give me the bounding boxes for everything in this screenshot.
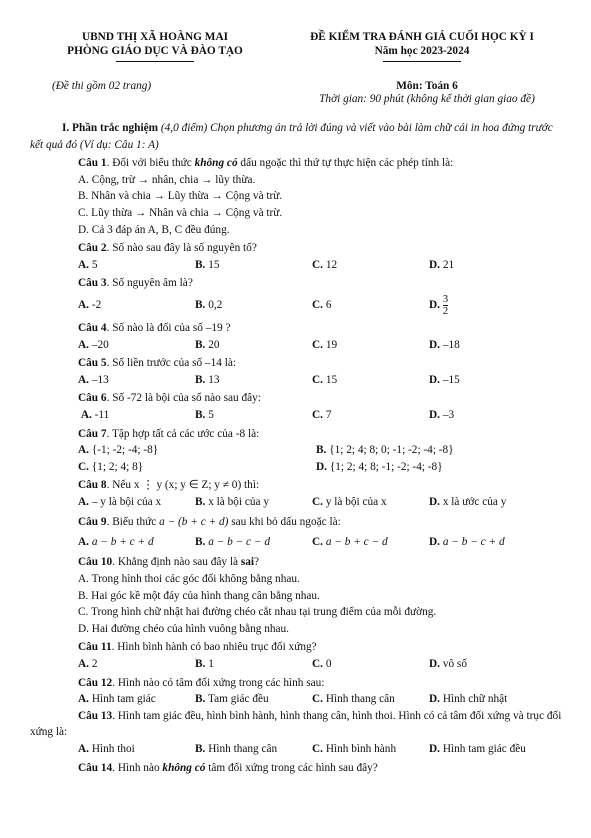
- option-letter: B.: [195, 495, 206, 508]
- option-text: 5: [208, 408, 214, 421]
- option-text: 19: [325, 338, 338, 351]
- option-letter: A.: [78, 658, 89, 671]
- option-letter: A.: [78, 373, 89, 386]
- option-text: -2: [91, 298, 102, 311]
- q5-option-b: [195, 372, 312, 389]
- school-year: Năm học 2023-2024: [374, 45, 470, 57]
- q12-option-d: [429, 691, 546, 708]
- option-letter: D.: [429, 743, 440, 755]
- question-text: tâm đối xứng trong các hình sau đây?: [205, 761, 378, 774]
- option-text: – y là bội của x: [91, 495, 162, 508]
- q11-option-b: [195, 656, 312, 673]
- q7-option-c: [78, 459, 316, 476]
- question-label: Câu 12: [78, 676, 113, 689]
- option-text: 1: [208, 658, 214, 671]
- option-letter: C.: [312, 495, 323, 508]
- q13-option-d: [429, 741, 546, 758]
- option-letter: B.: [195, 408, 206, 421]
- question-text: sau khi bỏ dấu ngoặc là:: [228, 516, 341, 529]
- exam-body: [30, 120, 562, 776]
- q6-option-c: [312, 407, 429, 424]
- option-letter: A.: [78, 536, 89, 549]
- option-text: 5: [91, 258, 98, 271]
- option-letter: B.: [195, 693, 206, 706]
- exam-title: ĐỀ KIỂM TRA ĐÁNH GIÁ CUỐI HỌC KỲ I: [310, 31, 534, 43]
- option-letter: D.: [429, 658, 440, 671]
- q3-option-d: [429, 292, 546, 318]
- question-1: [78, 155, 562, 172]
- option-text: Hình chữ nhật: [442, 693, 508, 706]
- question-text: . Hình nào: [112, 761, 163, 774]
- option-text: x là ước của y: [442, 495, 507, 508]
- option-text: Hình thang cân: [208, 743, 278, 755]
- q7-options-cd: [78, 459, 562, 476]
- option-letter: C.: [312, 298, 323, 311]
- question-label: Câu 11: [78, 641, 112, 654]
- option-letter: A.: [78, 258, 89, 271]
- option-letter: C.: [312, 258, 323, 271]
- q4-option-c: [312, 337, 429, 354]
- section-points: (4,0 điểm): [160, 122, 208, 134]
- question-label: Câu 9: [78, 516, 107, 529]
- q6-option-b: [195, 407, 312, 424]
- q10-option-d: D. Hai đường chéo của hình vuông bằng nhau.: [78, 622, 290, 635]
- option-text: Hình tam giác đều: [442, 743, 526, 755]
- q13-option-c: [312, 741, 429, 758]
- q13-options: [78, 741, 562, 758]
- question-text: . Số nào là đối của số –19 ?: [106, 321, 231, 334]
- question-text: . Số nguyên âm là?: [106, 277, 193, 290]
- q11-option-a: [78, 656, 195, 673]
- section-title: I. Phần trắc nghiệm: [62, 122, 159, 134]
- option-text: -11: [94, 408, 110, 421]
- option-text: –20: [91, 338, 109, 351]
- option-text: vô số: [442, 658, 467, 671]
- option-text: x là bội của y: [208, 495, 270, 508]
- q4-options: [78, 337, 562, 354]
- question-label: Câu 3: [78, 277, 107, 290]
- q5-options: [78, 372, 562, 389]
- option-letter: A.: [78, 693, 89, 706]
- q3-option-c: [312, 292, 429, 318]
- question-7: [78, 426, 562, 443]
- option-letter: C.: [312, 743, 323, 755]
- option-letter: C.: [312, 338, 323, 351]
- q1-option-b: B. Nhân và chia → Lũy thừa → Cộng và trừ.: [78, 190, 283, 203]
- fraction-denominator: 2: [442, 305, 449, 317]
- question-4: [78, 320, 562, 337]
- option-text: –18: [442, 338, 460, 351]
- q8-option-c: [312, 494, 429, 511]
- option-letter: B.: [195, 743, 206, 755]
- q5-option-a: [78, 372, 195, 389]
- subject-name: Môn: Toán 6: [396, 80, 458, 92]
- q2-option-b: [195, 257, 312, 274]
- option-text: –15: [442, 373, 460, 386]
- q9-options: [78, 532, 562, 552]
- question-label: Câu 6: [78, 392, 107, 405]
- page-count-note: (Đề thi gồm 02 trang): [52, 80, 152, 92]
- q7-option-b: [316, 442, 554, 459]
- option-letter: C.: [312, 408, 323, 421]
- question-3: [78, 275, 562, 292]
- q12-options: [78, 691, 562, 708]
- option-letter: A.: [78, 298, 89, 311]
- q4-option-d: [429, 337, 546, 354]
- q9-option-b: [195, 532, 312, 552]
- option-text: 21: [442, 258, 455, 271]
- q13-option-b: [195, 741, 312, 758]
- question-emphasis: sai: [240, 556, 255, 569]
- question-2: [78, 240, 562, 257]
- q2-option-a: [78, 257, 195, 274]
- q9-option-d: [429, 532, 546, 552]
- section-instruction: Chọn phương án trả lời đúng và viết vào bài làm chữ cái in hoa đứng trước kết quả đó (Ví dụ: Câu 1: A): [30, 122, 553, 151]
- q11-option-c: [312, 656, 429, 673]
- option-text: 7: [325, 408, 332, 421]
- math-expression: a − (b + c + d): [159, 516, 229, 529]
- q12-option-b: [195, 691, 312, 708]
- question-text: . Hình tam giác đều, hình bình hành, hình thang cân, hình thoi. Hình có cả tâm đối xứng và trục đối xứng là:: [30, 709, 562, 739]
- question-text: . Khẳng định nào sau đây là: [112, 556, 241, 569]
- option-text: Hình bình hành: [325, 743, 397, 755]
- option-text: 15: [325, 373, 338, 386]
- option-text: –3: [442, 408, 455, 421]
- option-letter: D.: [429, 536, 440, 549]
- option-text: 12: [325, 258, 338, 271]
- option-text: 0: [325, 658, 332, 671]
- question-text: . Số liền trước của số –14 là:: [106, 357, 236, 370]
- q6-options: [78, 407, 562, 424]
- option-letter: C.: [312, 658, 323, 671]
- question-8: [78, 477, 562, 494]
- question-text: . Hình bình hành có bao nhiêu trục đối xứng?: [111, 641, 317, 654]
- question-label: Câu 10: [78, 556, 113, 569]
- option-text: a − b + c + d: [91, 536, 154, 549]
- option-letter: D.: [429, 408, 440, 421]
- option-letter: B.: [195, 373, 206, 386]
- option-letter: C.: [312, 373, 323, 386]
- question-11: [78, 639, 562, 656]
- option-letter: B.: [195, 298, 206, 311]
- q8-options: [78, 494, 562, 511]
- option-letter: A.: [80, 408, 92, 421]
- question-emphasis: không có: [194, 157, 238, 170]
- q4-option-b: [195, 337, 312, 354]
- q9-option-c: [312, 532, 429, 552]
- q5-option-d: [429, 372, 546, 389]
- question-label: Câu 8: [78, 479, 107, 492]
- q11-options: [78, 656, 562, 673]
- title-underline: [383, 61, 461, 62]
- q6-option-d: [429, 407, 546, 424]
- option-letter: D.: [429, 298, 440, 311]
- q2-options: [78, 257, 562, 274]
- question-label: Câu 2: [78, 242, 107, 255]
- q6-option-a: [78, 407, 195, 424]
- question-text: . Đối với biểu thức: [106, 157, 195, 170]
- question-label: Câu 1: [78, 157, 107, 170]
- question-9: [78, 512, 562, 532]
- question-text: . Hình nào có tâm đối xứng trong các hình sau:: [112, 676, 325, 689]
- question-10: [78, 554, 562, 571]
- option-text: {1; 2; 4; 8; 0; -1; -2; -4; -8}: [329, 444, 454, 457]
- option-text: Hình thang cân: [325, 693, 395, 706]
- option-text: Hình tam giác: [91, 693, 156, 706]
- option-text: {1; 2; 4; 8; -1; -2; -4; -8}: [329, 460, 443, 473]
- option-text: {-1; -2; -4; -8}: [91, 444, 159, 457]
- option-letter: B.: [195, 338, 206, 351]
- option-text: 20: [208, 338, 220, 351]
- option-letter: C.: [312, 536, 323, 549]
- option-text: a − b − c − d: [208, 536, 270, 549]
- q2-option-c: [312, 257, 429, 274]
- question-text: . Biểu thức: [106, 516, 160, 529]
- q13-option-a: [78, 741, 195, 758]
- option-letter: B.: [316, 444, 327, 457]
- option-text: Hình thoi: [91, 743, 135, 755]
- option-letter: D.: [316, 460, 327, 473]
- option-text: 2: [91, 658, 98, 671]
- q5-option-c: [312, 372, 429, 389]
- option-letter: D.: [429, 693, 440, 706]
- question-text: . Số nào sau đây là số nguyên tố?: [106, 242, 257, 255]
- option-letter: A.: [78, 444, 89, 457]
- option-text: –13: [91, 373, 109, 386]
- option-letter: A.: [78, 338, 89, 351]
- q8-option-b: [195, 494, 312, 511]
- district-name: UBND THỊ XÃ HOÀNG MAI: [81, 31, 229, 43]
- school-header: [30, 30, 280, 62]
- question-label: Câu 14: [78, 761, 113, 774]
- q1-option-c: C. Lũy thừa → Nhân và chia → Cộng và trừ.: [78, 206, 283, 219]
- question-13: [30, 708, 562, 741]
- exam-header: [282, 30, 562, 62]
- option-text: {1; 2; 4; 8}: [91, 460, 144, 473]
- q2-option-d: [429, 257, 546, 274]
- option-letter: B.: [195, 258, 206, 271]
- fraction-numerator: 3: [442, 293, 449, 305]
- question-text: ?: [254, 556, 260, 569]
- q3-option-b: [195, 292, 312, 318]
- question-14: [78, 760, 562, 777]
- q8-option-a: [78, 494, 195, 511]
- q7-option-a: [78, 442, 316, 459]
- q8-option-d: [429, 494, 546, 511]
- question-label: Câu 13: [78, 709, 113, 722]
- option-letter: C.: [78, 460, 89, 473]
- fraction: [443, 294, 448, 317]
- q1-option-a: A. Cộng, trừ → nhân, chia → lũy thừa.: [78, 173, 256, 186]
- exam-duration: Thời gian: 90 phút (không kể thời gian giao đề): [319, 92, 535, 105]
- option-text: a − b + c − d: [325, 536, 388, 549]
- q12-option-a: [78, 691, 195, 708]
- option-letter: B.: [195, 658, 206, 671]
- q9-option-a: [78, 532, 195, 552]
- q10-option-b: B. Hai góc kề một đáy của hình thang cân bằng nhau.: [78, 589, 320, 602]
- option-letter: A.: [78, 495, 89, 508]
- q12-option-c: [312, 691, 429, 708]
- option-text: a − b − c + d: [442, 536, 505, 549]
- question-label: Câu 5: [78, 357, 107, 370]
- department-name: PHÒNG GIÁO DỤC VÀ ĐÀO TẠO: [67, 45, 243, 57]
- q10-option-a: A. Trong hình thoi các góc đối không bằng nhau.: [78, 573, 300, 586]
- option-letter: A.: [78, 743, 89, 755]
- option-letter: C.: [312, 693, 323, 706]
- q7-options-ab: [78, 442, 562, 459]
- q3-options: [78, 292, 562, 318]
- option-letter: D.: [429, 373, 440, 386]
- section-heading: [30, 120, 562, 153]
- question-text: . Nếu x ⋮ y (x; y ∈ Z; y ≠ 0) thì:: [106, 479, 260, 492]
- q4-option-a: [78, 337, 195, 354]
- option-text: 13: [208, 373, 220, 386]
- q11-option-d: [429, 656, 546, 673]
- question-text: . Số -72 là bội của số nào sau đây:: [106, 392, 261, 405]
- option-text: 6: [325, 298, 332, 311]
- option-text: y là bội của x: [325, 495, 387, 508]
- q7-option-d: [316, 459, 554, 476]
- question-text: . Tập hợp tất cả các ước của -8 là:: [106, 427, 260, 440]
- q3-option-a: [78, 292, 195, 318]
- option-letter: B.: [195, 536, 206, 549]
- question-emphasis: không có: [162, 761, 206, 774]
- option-letter: D.: [429, 338, 440, 351]
- option-text: 0,2: [208, 298, 223, 311]
- option-letter: D.: [429, 495, 440, 508]
- header-underline: [116, 61, 194, 62]
- subject-block: [296, 80, 558, 106]
- option-text: Tam giác đều: [207, 693, 269, 706]
- q10-option-c: C. Trong hình chữ nhật hai đường chéo cắt nhau tại trung điểm của mỗi đường.: [78, 606, 437, 619]
- option-letter: D.: [429, 258, 440, 271]
- question-5: [78, 355, 562, 372]
- question-label: Câu 4: [78, 321, 107, 334]
- question-label: Câu 7: [78, 427, 107, 440]
- option-text: 15: [208, 258, 220, 271]
- q1-option-d: D. Cả 3 đáp án A, B, C đều đúng.: [78, 223, 230, 236]
- question-12: [78, 675, 562, 692]
- question-text: dấu ngoặc thì thứ tự thực hiện các phép tính là:: [237, 157, 454, 170]
- question-6: [78, 390, 562, 407]
